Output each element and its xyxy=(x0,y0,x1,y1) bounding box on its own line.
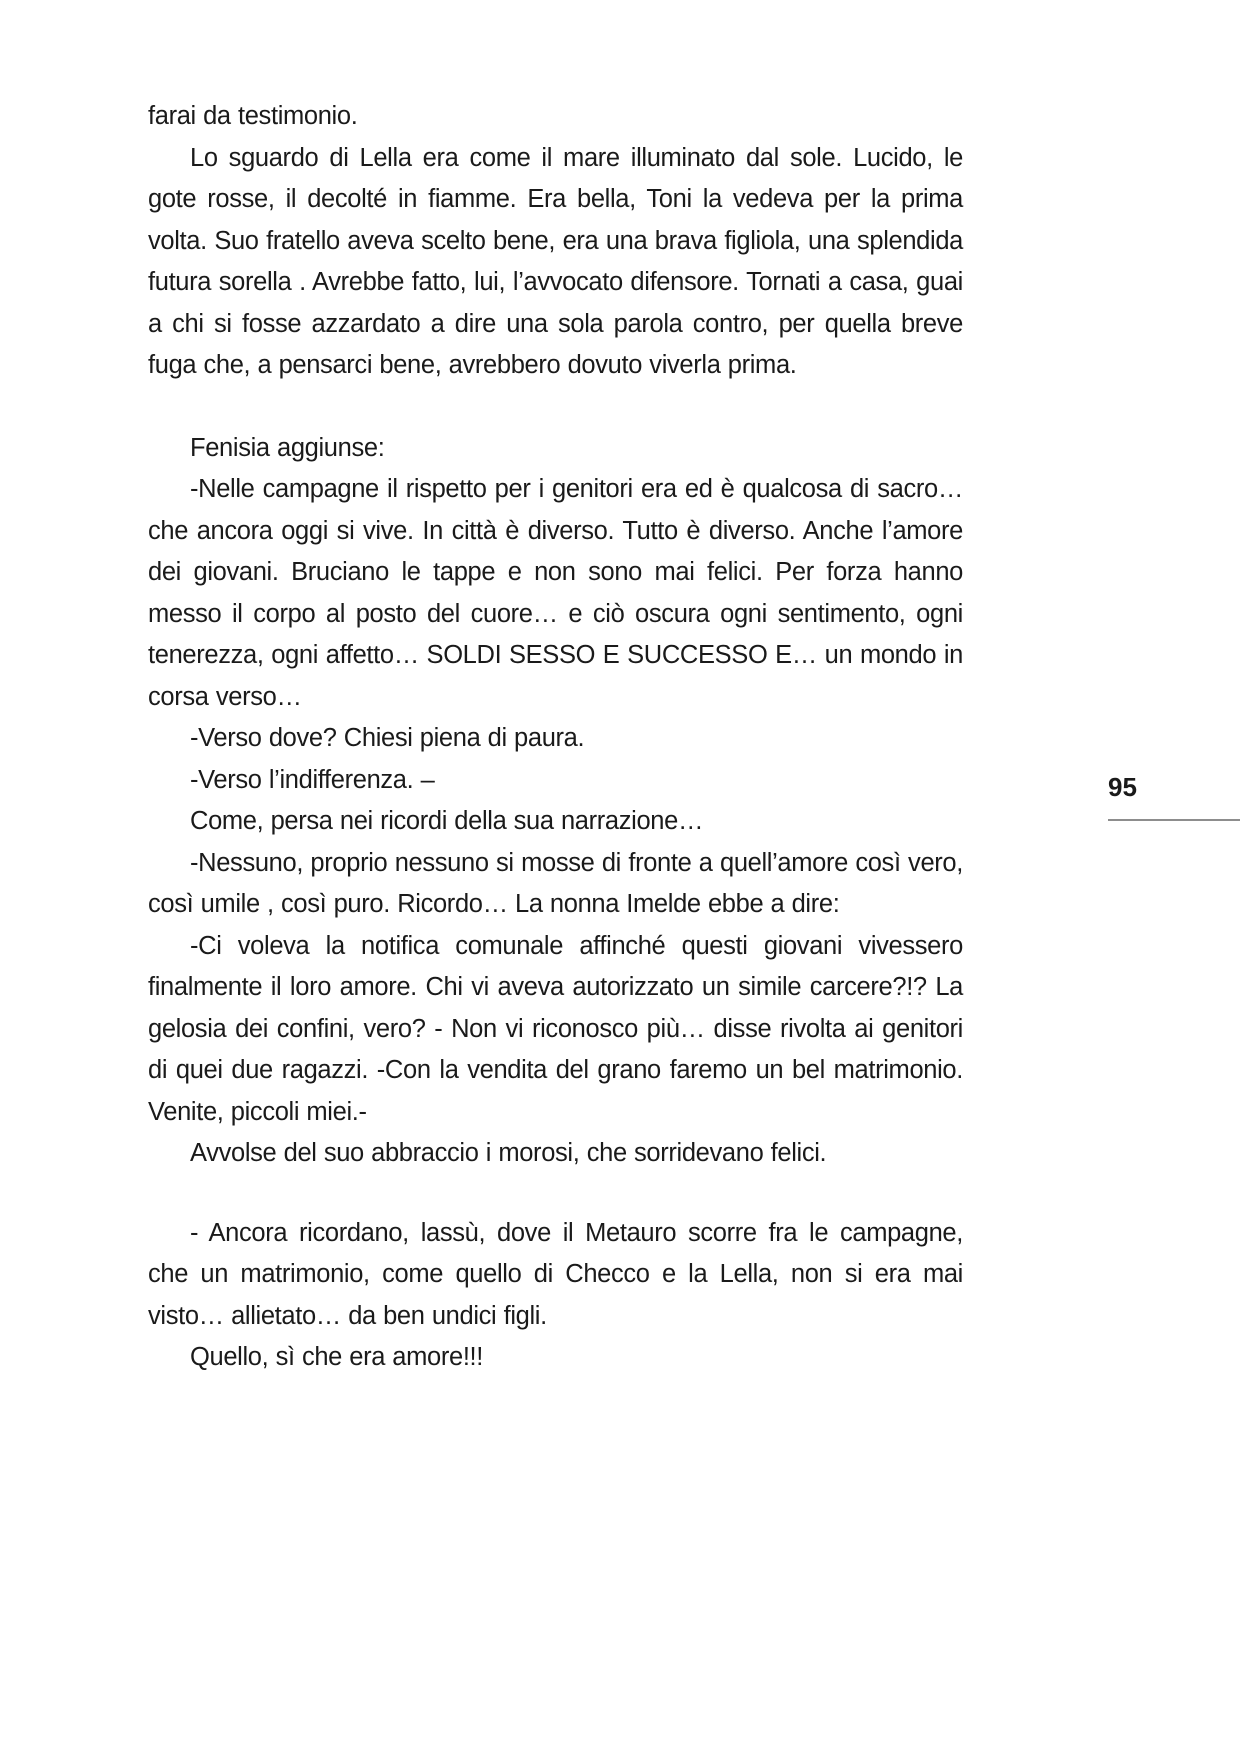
paragraph-nessuno-proprio-nessuno: -Nessuno, proprio nessuno si mosse di fronte a quell’amore così vero, così umile , così puro. Ricordo… La nonna Imelde ebbe a dire: xyxy=(148,848,963,918)
paragraph-verso-lindifferenza: -Verso l’indifferenza. – xyxy=(190,765,435,794)
paragraph-quello-si-che-era-amore: Quello, sì che era amore!!! xyxy=(190,1343,484,1371)
paragraph-nelle-campagne: -Nelle campagne il rispetto per i genitori era ed è qualcosa di sacro… che ancora oggi si vive. In città è diverso. Tutto è diverso. Anche l’amore dei giovani. Bruciano le tappe e non sono mai felici. Per forza hanno messo il corpo al posto del cuore… e ciò oscura ogni sentimento, ogni tenerezza, ogni affetto… SOLDI SESSO E SUCCESSO E… un mondo in corsa verso… xyxy=(148,475,963,711)
paragraph-verso-dove: -Verso dove? Chiesi piena di paura. xyxy=(190,724,585,752)
paragraph-ancora-ricordano-metauro: - Ancora ricordano, lassù, dove il Metauro scorre fra le campagne, che un matrimonio, come quello di Checco e la Lella, non si era mai visto… allietato… da ben undici figli. xyxy=(148,1218,963,1330)
folio-divider-rule xyxy=(1108,819,1240,821)
paragraph-ci-voleva-la-notifica: -Ci voleva la notifica comunale affinché questi giovani vivessero finalmente il loro amore. Chi vi aveva autorizzato un simile carcere?!? La gelosia dei confini, vero? - Non vi riconosco più… disse rivolta ai genitori di quei due ragazzi. -Con la vendita del grano faremo un bel matrimonio. Venite, piccoli miei.- xyxy=(148,931,963,1126)
paragraph-come-persa-nei-ricordi: Come, persa nei ricordi della sua narrazione… xyxy=(190,807,704,835)
paragraph-fenisia-aggiunse: Fenisia aggiunse: xyxy=(190,433,385,462)
paragraph-lo-sguardo-di-lella: Lo sguardo di Lella era come il mare illuminato dal sole. Lucido, le gote rosse, il decolté in fiamme. Era bella, Toni la vedeva per la prima volta. Suo fratello aveva scelto bene, era una brava figliola, una splendida futura sorella . Avrebbe fatto, lui, l’avvocato difensore. Tornati a casa, guai a chi si fosse azzardato a dire una sola parola contro, per quella breve fuga che, a pensarci bene, avrebbero dovuto viverla prima. xyxy=(148,143,963,379)
paragraph-avvolse-del-suo-abbraccio: Avvolse del suo abbraccio i morosi, che sorridevano felici. xyxy=(190,1139,827,1167)
body-text-column xyxy=(148,96,963,1379)
paragraph-break-2 xyxy=(148,1175,963,1213)
paragraph-break-1 xyxy=(148,387,963,428)
page-folio xyxy=(1090,772,1240,821)
paragraph-farai-da-testimonio: farai da testimonio. xyxy=(148,102,358,130)
page-number: 95 xyxy=(1108,772,1137,802)
